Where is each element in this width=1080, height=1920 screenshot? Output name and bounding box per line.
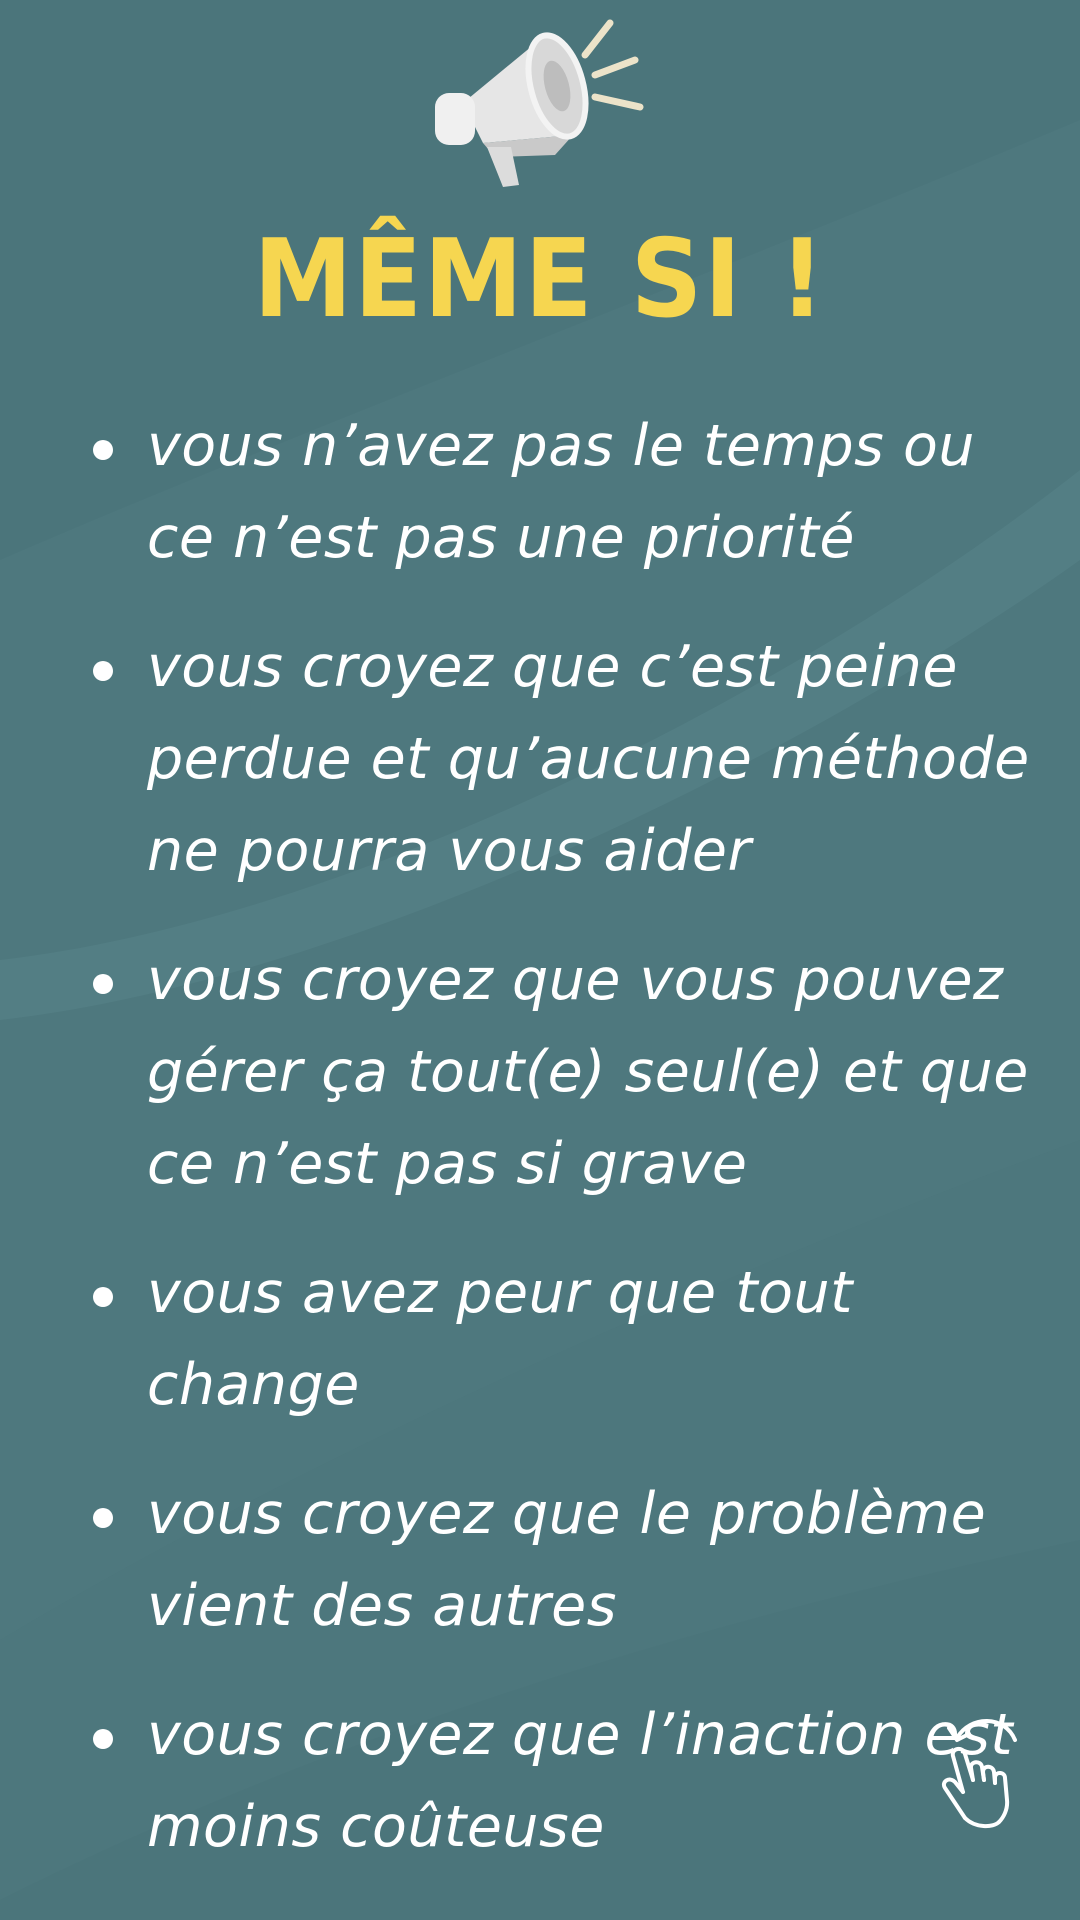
megaphone-icon bbox=[425, 15, 655, 195]
list-item bbox=[90, 1689, 1050, 1873]
bullet-dot bbox=[93, 1508, 113, 1528]
list-item-text: vous croyez que le problème vient des autres bbox=[147, 1481, 987, 1639]
bullet-dot bbox=[93, 1287, 113, 1307]
swipe-hand-icon[interactable] bbox=[935, 1710, 1035, 1830]
list-item bbox=[90, 934, 1050, 1210]
bullet-dot bbox=[93, 1729, 113, 1749]
list-item-text: vous n’avez pas le temps ou ce n’est pas une priorité bbox=[147, 413, 975, 571]
list-item bbox=[90, 1247, 1050, 1431]
list-item-text: vous croyez que c’est peine perdue et qu’aucune méthode ne pourra vous aider bbox=[147, 634, 1030, 884]
list-item-text: vous croyez que l’inaction est moins coûteuse bbox=[147, 1702, 1014, 1860]
list-item bbox=[90, 400, 1050, 584]
list-item bbox=[90, 621, 1050, 897]
bullet-dot bbox=[93, 661, 113, 681]
list-item-text: vous croyez que vous pouvez gérer ça tout(e) seul(e) et que ce n’est pas si grave bbox=[147, 947, 1029, 1197]
bullet-dot bbox=[93, 440, 113, 460]
bullet-list bbox=[90, 400, 1050, 1910]
list-item-text: vous avez peur que tout change bbox=[147, 1260, 853, 1418]
list-item bbox=[90, 1468, 1050, 1652]
page-title: MÊME SI ! bbox=[253, 217, 827, 342]
bullet-dot bbox=[93, 974, 113, 994]
